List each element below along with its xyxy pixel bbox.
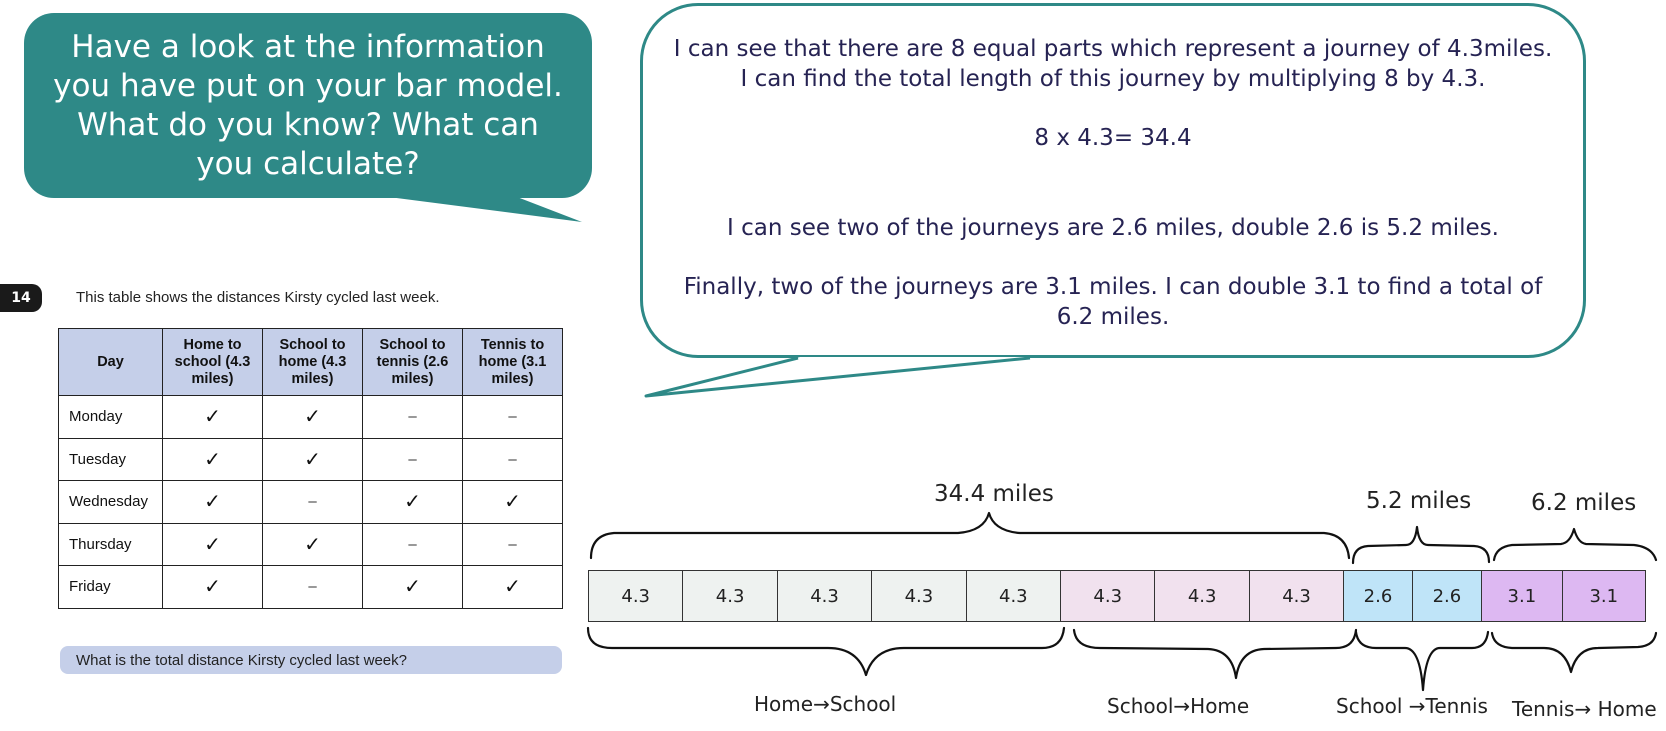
bar-cell: 3.1 [1563,571,1645,621]
bar-cell: 2.6 [1413,571,1482,621]
bar-cell: 4.3 [1061,571,1155,621]
table-cell-day: Tuesday [59,438,163,481]
brace-top-52 [1353,527,1489,563]
table-header: Tennis to home (3.1 miles) [463,329,563,396]
table-cell: ✓ [163,481,263,524]
table-cell: ✓ [463,481,563,524]
table-cell: ✓ [263,396,363,439]
table-cell: ✓ [363,566,463,609]
question-ask: What is the total distance Kirsty cycled last week? [60,646,562,674]
bar-cell: 4.3 [872,571,966,621]
brace-bottom-school-home [1074,630,1356,678]
brace-top-62 [1494,529,1656,560]
brace-bottom-school-tennis [1356,632,1488,690]
brace-bottom-home-school [588,628,1064,675]
brace-top-34 [591,513,1349,558]
total-label-home: 6.2 miles [1531,490,1637,516]
table-header: Home to school (4.3 miles) [163,329,263,396]
table-cell: ✓ [163,438,263,481]
table-cell: – [363,438,463,481]
question-intro: This table shows the distances Kirsty cycled last week. [76,289,440,306]
total-label-tennis: 5.2 miles [1366,488,1472,514]
segment-label-school-home: School→Home [1107,694,1250,718]
table-header: School to home (4.3 miles) [263,329,363,396]
brace-bottom-tennis-home [1492,633,1656,672]
segment-label-school-tennis: School →Tennis [1336,694,1488,718]
bar-cell: 4.3 [967,571,1061,621]
explanation-line-3: I can see two of the journeys are 2.6 miles, double 2.6 is 5.2 miles. [727,215,1499,241]
table-cell-day: Thursday [59,523,163,566]
question-number-badge: 14 [0,284,42,312]
table-cell-day: Monday [59,396,163,439]
bar-cell: 3.1 [1482,571,1562,621]
table-cell: ✓ [263,438,363,481]
segment-label-home-school: Home→School [754,692,897,716]
segment-label-tennis-home: Tennis→ Home [1512,697,1657,721]
table-cell: – [463,523,563,566]
table-cell: ✓ [363,481,463,524]
table-cell: – [263,481,363,524]
table-cell: – [463,438,563,481]
table-cell: ✓ [163,566,263,609]
bar-cell: 4.3 [1155,571,1249,621]
table-cell: – [363,396,463,439]
explanation-line-4: Finally, two of the journeys are 3.1 miles. I can double 3.1 to find a total of 6.2 miles. [683,274,1543,330]
prompt-text: Have a look at the information you have put on your bar model. What do you know? What can you calculate? [53,28,563,182]
table-cell: – [363,523,463,566]
total-label-home-school: 34.4 miles [934,481,1054,507]
bar-cell: 2.6 [1344,571,1412,621]
explanation-calculation: 8 x 4.3= 34.4 [1034,125,1192,151]
table-header: Day [59,329,163,396]
bar-cell: 4.3 [778,571,872,621]
table-cell: ✓ [263,523,363,566]
table-cell: ✓ [463,566,563,609]
explanation-line-1: I can see that there are 8 equal parts which represent a journey of 4.3miles. I can find the total length of this journey by multiplying 8 by 4.3. [673,36,1553,92]
bar-cell: 4.3 [589,571,683,621]
table-cell-day: Friday [59,566,163,609]
bar-cell: 4.3 [683,571,777,621]
table-cell-day: Wednesday [59,481,163,524]
table-cell: – [263,566,363,609]
table-header: School to tennis (2.6 miles) [363,329,463,396]
table-cell: – [463,396,563,439]
table-cell: ✓ [163,396,263,439]
table-cell: ✓ [163,523,263,566]
bar-cell: 4.3 [1250,571,1344,621]
